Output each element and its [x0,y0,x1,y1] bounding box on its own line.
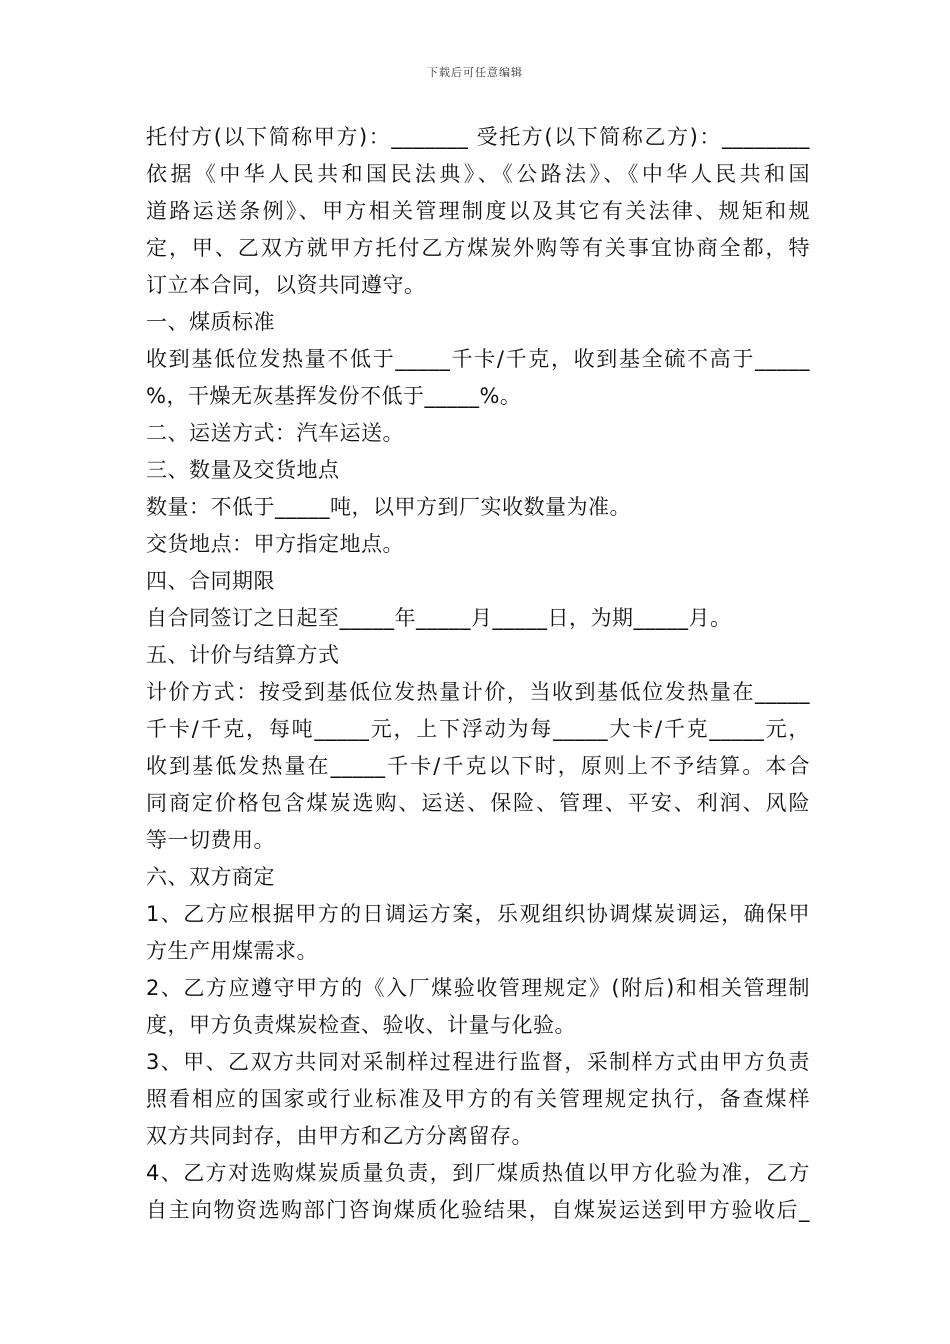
text-line: 千卡/千克，每吨_____元，上下浮动为每_____大卡/千克_____元， [146,717,810,741]
text-line: 3、甲、乙双方共同对采制样过程进行监督，采制样方式由甲方负责 [146,1050,810,1074]
text-line: 同商定价格包含煤炭选购、运送、保险、管理、平安、利润、风险 [146,791,810,815]
text-line: 等一切费用。 [146,828,275,852]
text-line: 依据《中华人民共和国民法典》、《公路法》、《中华人民共和国 [146,162,810,186]
text-line: 2、乙方应遵守甲方的《入厂煤验收管理规定》(附后)和相关管理制 [146,976,810,1000]
text-line: %，干燥无灰基挥发份不低于_____%。 [146,384,522,408]
text-line: 定，甲、乙双方就甲方托付乙方煤炭外购等有关事宜协商全都，特 [146,236,810,260]
text-line: 双方共同封存，由甲方和乙方分离留存。 [146,1124,533,1148]
text-line: 道路运送条例》、甲方相关管理制度以及其它有关法律、规矩和规 [146,199,810,223]
text-line: 方生产用煤需求。 [146,939,318,963]
text-line: 照看相应的国家或行业标准及甲方的有关管理规定执行，备查煤样 [146,1087,810,1111]
text-line: 托付方(以下简称甲方)：_______ 受托方(以下简称乙方)：________ [146,125,810,149]
text-line: 计价方式：按受到基低位发热量计价，当收到基低位发热量在_____ [146,680,810,704]
text-line: 收到基低发热量在_____千卡/千克以下时，原则上不予结算。本合 [146,754,810,778]
page-header-note: 下载后可任意编辑 [427,66,523,79]
text-line: 度，甲方负责煤炭检查、验收、计量与化验。 [146,1013,576,1037]
text-line: 交货地点：甲方指定地点。 [146,532,404,556]
text-line: 自主向物资选购部门咨询煤质化验结果，自煤炭运送到甲方验收后_ [146,1198,810,1222]
text-line: 四、合同期限 [146,569,275,593]
text-line: 二、运送方式：汽车运送。 [146,421,404,445]
text-line: 数量：不低于_____吨，以甲方到厂实收数量为准。 [146,495,631,519]
text-line: 1、乙方应根据甲方的日调运方案，乐观组织协调煤炭调运，确保甲 [146,902,810,926]
text-line: 三、数量及交货地点 [146,458,340,482]
text-line: 六、双方商定 [146,865,275,889]
contract-body [146,119,810,1229]
text-line: 五、计价与结算方式 [146,643,340,667]
text-line: 自合同签订之日起至_____年_____月_____日，为期_____月。 [146,606,732,630]
text-line: 一、煤质标准 [146,310,275,334]
text-line: 4、乙方对选购煤炭质量负责，到厂煤质热值以甲方化验为准，乙方 [146,1161,810,1185]
text-line: 收到基低位发热量不低于_____千卡/千克，收到基全硫不高于_____ [146,347,810,371]
text-line: 订立本合同，以资共同遵守。 [146,273,426,297]
